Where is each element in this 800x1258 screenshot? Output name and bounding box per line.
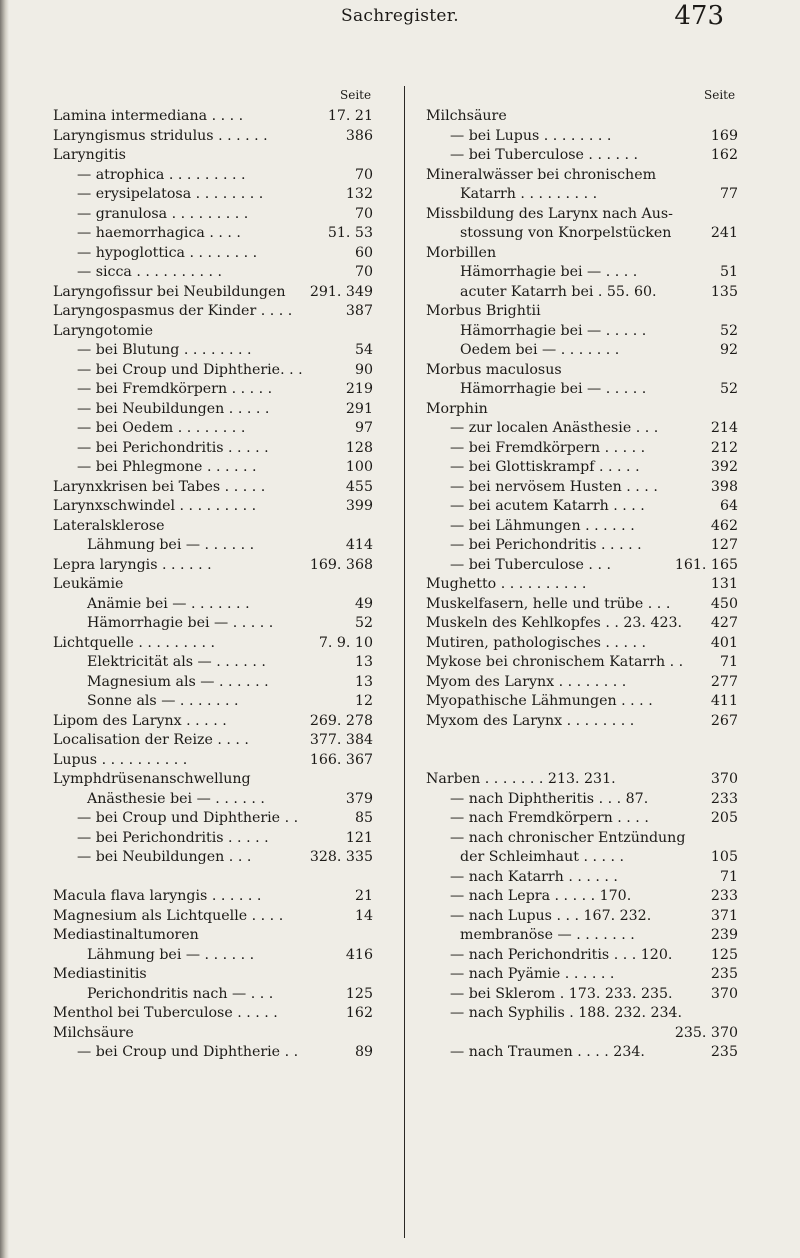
index-term: — bei Sklerom . 173. 233. 235.	[450, 985, 673, 1002]
index-term: stossung von Knorpelstücken	[460, 225, 672, 241]
index-term: Morbillen	[426, 244, 497, 261]
page-reference: 370	[709, 985, 738, 1005]
index-term: — atrophica . . . . . . . . .	[77, 166, 246, 183]
index-term: Morphin	[426, 400, 488, 417]
page-reference: 392	[709, 458, 738, 478]
index-term: — bei Perichondritis . . . . .	[77, 829, 269, 846]
index-entry	[426, 400, 738, 420]
blank-line	[426, 731, 738, 751]
page-reference: 239	[709, 926, 738, 946]
index-entry	[426, 146, 738, 166]
index-entry	[53, 263, 373, 283]
page-reference: 21	[353, 887, 373, 907]
index-term: — sicca . . . . . . . . . .	[77, 264, 223, 280]
index-entry	[426, 341, 738, 361]
column-header-spacer	[426, 88, 738, 107]
index-entry	[53, 575, 373, 595]
page-reference: 52	[718, 380, 738, 400]
index-term: — bei Oedem . . . . . . . .	[77, 420, 246, 436]
index-entry	[426, 302, 738, 322]
index-entry	[426, 224, 738, 244]
page-reference: 85	[353, 809, 373, 829]
index-entry	[53, 185, 373, 205]
index-entry	[426, 439, 738, 459]
index-term: Hämorrhagie bei — . . . . .	[87, 615, 274, 631]
page-reference: 277	[709, 673, 738, 693]
index-term: — bei Neubildungen . . . . .	[77, 400, 270, 417]
index-term: — bei Croup und Diphtherie . .	[77, 1044, 299, 1060]
index-entry	[426, 614, 738, 634]
index-entry	[53, 458, 373, 478]
page-reference: 267	[709, 712, 738, 732]
index-entry	[426, 965, 738, 985]
index-entry	[53, 341, 373, 361]
index-term: — nach Fremdkörpern . . . .	[450, 810, 649, 826]
index-entry	[53, 556, 373, 576]
page-reference: 52	[718, 322, 738, 342]
index-term: — erysipelatosa . . . . . . . .	[77, 186, 264, 202]
index-term: — bei Neubildungen . . .	[77, 849, 252, 865]
index-term: Perichondritis nach — . . .	[87, 985, 274, 1002]
seite-label-right: Seite	[704, 88, 736, 102]
index-term: Muskelfasern, helle und trübe . . .	[426, 595, 671, 612]
page-reference: 399	[344, 497, 373, 517]
index-term: — nach Lepra . . . . . 170.	[450, 888, 632, 904]
page-binding-edge	[0, 0, 9, 1258]
page-reference: 121	[344, 829, 373, 849]
index-entry	[53, 790, 373, 810]
page-reference: 97	[353, 419, 373, 439]
page-reference: 212	[709, 439, 738, 459]
index-term: — bei Phlegmone . . . . . .	[77, 459, 257, 475]
page-reference: 71	[718, 653, 738, 673]
index-entry	[426, 712, 738, 732]
index-term: — bei Croup und Diphtherie . .	[77, 810, 299, 826]
index-entry	[53, 205, 373, 225]
page-reference: 462	[709, 517, 738, 537]
index-entry	[53, 614, 373, 634]
index-term: — nach Perichondritis . . . 120.	[450, 946, 673, 963]
page-reference: 125	[709, 946, 738, 966]
index-term: — bei Fremdkörpern . . . . .	[450, 439, 646, 456]
index-entry	[53, 361, 373, 381]
blank-line	[53, 868, 373, 888]
index-entry	[53, 595, 373, 615]
page-reference: 7. 9. 10	[317, 634, 373, 654]
page-reference: 100	[344, 458, 373, 478]
index-term: Lamina intermediana . . . .	[53, 108, 244, 124]
index-term: Milchsäure	[53, 1024, 134, 1041]
index-term: Muskeln des Kehlkopfes . . 23. 423.	[426, 615, 683, 631]
page-reference: 89	[353, 1043, 373, 1063]
index-term: der Schleimhaut . . . . .	[460, 849, 625, 865]
index-term: Milchsäure	[426, 108, 507, 124]
page-reference: 205	[709, 809, 738, 829]
page-reference: 90	[353, 361, 373, 381]
index-term: Lähmung bei — . . . . . .	[87, 946, 255, 963]
index-term: — nach chronischer Entzündung	[450, 829, 686, 846]
index-term: membranöse — . . . . . . .	[460, 927, 635, 943]
page-reference: 328. 335	[308, 848, 373, 868]
index-entry	[426, 770, 738, 790]
index-term: Mediastinitis	[53, 966, 147, 982]
index-entry	[53, 146, 373, 166]
index-entry	[426, 790, 738, 810]
index-term: — granulosa . . . . . . . . .	[77, 205, 249, 222]
page-reference: 235	[709, 1043, 738, 1063]
index-term: — bei Tuberculose . . .	[450, 556, 611, 573]
page-reference: 371	[709, 907, 738, 927]
page-reference: 398	[709, 478, 738, 498]
page-reference: 131	[709, 575, 738, 595]
page-reference: 105	[709, 848, 738, 868]
index-entry	[426, 653, 738, 673]
page-reference: 13	[353, 673, 373, 693]
index-entry	[426, 497, 738, 517]
page-reference: 51. 53	[326, 224, 373, 244]
index-entry	[426, 556, 738, 576]
page-reference: 455	[344, 478, 373, 498]
index-term: Laryngitis	[53, 147, 126, 163]
index-term: Mughetto . . . . . . . . . .	[426, 576, 587, 592]
column-header-spacer	[53, 88, 373, 107]
index-entry	[426, 907, 738, 927]
index-entry	[53, 829, 373, 849]
index-entry	[53, 380, 373, 400]
index-term: — bei Blutung . . . . . . . .	[77, 342, 252, 358]
page-reference: 52	[353, 614, 373, 634]
page-reference: 377. 384	[308, 731, 373, 751]
index-term: Morbus Brightii	[426, 303, 541, 319]
column-divider	[404, 86, 405, 1238]
page-reference: 450	[709, 595, 738, 615]
index-entry	[53, 127, 373, 147]
index-entry	[426, 829, 738, 849]
index-entry	[426, 887, 738, 907]
page-reference: 71	[718, 868, 738, 888]
index-entry	[426, 517, 738, 537]
page-reference: 51	[718, 263, 738, 283]
blank-line	[426, 751, 738, 771]
index-term: Magnesium als — . . . . . .	[87, 673, 269, 690]
index-entry	[53, 673, 373, 693]
index-entry	[53, 770, 373, 790]
page-reference: 128	[344, 439, 373, 459]
index-entry	[53, 107, 373, 127]
index-term: Katarrh . . . . . . . . .	[460, 186, 598, 202]
index-entry	[426, 692, 738, 712]
index-column-right	[426, 88, 738, 1063]
page-reference: 370	[709, 770, 738, 790]
index-term: Myom des Larynx . . . . . . . .	[426, 673, 627, 690]
page-reference: 235	[709, 965, 738, 985]
index-entry	[426, 244, 738, 264]
index-entry	[426, 1024, 738, 1044]
page-reference: 291	[344, 400, 373, 420]
index-entry	[426, 634, 738, 654]
index-entry	[53, 751, 373, 771]
index-term: Localisation der Reize . . . .	[53, 732, 249, 748]
index-term: Missbildung des Larynx nach Aus-	[426, 205, 673, 222]
index-entry	[426, 536, 738, 556]
page-reference: 14	[353, 907, 373, 927]
page-reference: 135	[709, 283, 738, 303]
running-head-title: Sachregister.	[341, 6, 459, 26]
seite-label-left: Seite	[340, 88, 372, 102]
index-term: — bei Glottiskrampf . . . . .	[450, 459, 640, 475]
page-number: 473	[674, 1, 724, 31]
index-term: Hämorrhagie bei — . . . . .	[460, 381, 647, 397]
index-entry	[53, 322, 373, 342]
index-term: Larynxschwindel . . . . . . . . .	[53, 498, 257, 514]
index-term: — nach Diphtheritis . . . 87.	[450, 790, 649, 807]
page-reference: 70	[353, 263, 373, 283]
index-term: Lymphdrüsenanschwellung	[53, 771, 251, 787]
index-entry	[426, 322, 738, 342]
page-reference: 162	[344, 1004, 373, 1024]
page-reference: 427	[709, 614, 738, 634]
page-reference: 60	[353, 244, 373, 264]
index-term: — bei acutem Katarrh . . . .	[450, 498, 645, 514]
index-entry	[426, 107, 738, 127]
page-reference: 125	[344, 985, 373, 1005]
index-term: Myopathische Lähmungen . . . .	[426, 693, 653, 709]
page-reference: 54	[353, 341, 373, 361]
index-term: Lepra laryngis . . . . . .	[53, 556, 212, 573]
index-entry	[426, 1043, 738, 1063]
page-reference: 169. 368	[308, 556, 373, 576]
index-term: Menthol bei Tuberculose . . . . .	[53, 1005, 278, 1021]
index-entry	[53, 1024, 373, 1044]
index-entry	[53, 887, 373, 907]
index-term: Anästhesie bei — . . . . . .	[87, 790, 265, 807]
index-entry	[53, 634, 373, 654]
index-entry	[53, 283, 373, 303]
index-entry	[53, 907, 373, 927]
index-term: Larynxkrisen bei Tabes . . . . .	[53, 478, 266, 495]
index-term: — haemorrhagica . . . .	[77, 225, 241, 241]
index-term: — nach Syphilis . 188. 232. 234.	[450, 1005, 683, 1021]
index-entry	[426, 283, 738, 303]
page-reference: 379	[344, 790, 373, 810]
index-entry	[53, 478, 373, 498]
page-reference: 92	[718, 341, 738, 361]
index-entry	[426, 380, 738, 400]
index-entry	[53, 244, 373, 264]
index-entry	[426, 673, 738, 693]
page-reference: 132	[344, 185, 373, 205]
index-term: Macula flava laryngis . . . . . .	[53, 888, 262, 904]
page-reference: 233	[709, 887, 738, 907]
index-term: Leukämie	[53, 576, 124, 592]
index-entry	[53, 926, 373, 946]
index-term: Mediastinaltumoren	[53, 927, 199, 943]
index-entry	[426, 419, 738, 439]
index-term: Laryngotomie	[53, 322, 154, 339]
page-reference: 17. 21	[326, 107, 373, 127]
index-term: Mykose bei chronischem Katarrh . .	[426, 654, 684, 670]
index-column-left	[53, 88, 373, 1063]
index-term: — nach Traumen . . . . 234.	[450, 1044, 645, 1060]
index-entry	[53, 809, 373, 829]
index-term: — bei Lähmungen . . . . . .	[450, 517, 635, 534]
index-term: Oedem bei — . . . . . . .	[460, 342, 620, 358]
index-entry	[53, 985, 373, 1005]
page-reference: 77	[718, 185, 738, 205]
index-entry	[53, 965, 373, 985]
index-term: Lupus . . . . . . . . . .	[53, 751, 188, 768]
index-term: Hämorrhagie bei — . . . .	[460, 264, 638, 280]
index-entry	[53, 166, 373, 186]
index-entry	[426, 478, 738, 498]
page-reference: 416	[344, 946, 373, 966]
page-reference: 411	[709, 692, 738, 712]
index-term: — bei Perichondritis . . . . .	[77, 439, 269, 456]
page-reference: 70	[353, 166, 373, 186]
page-reference: 12	[353, 692, 373, 712]
index-entry	[53, 517, 373, 537]
index-term: Lipom des Larynx . . . . .	[53, 712, 227, 729]
page-reference: 386	[344, 127, 373, 147]
index-term: — bei Lupus . . . . . . . .	[450, 127, 612, 144]
index-term: — nach Katarrh . . . . . .	[450, 868, 618, 885]
index-entry	[426, 575, 738, 595]
index-entry	[426, 946, 738, 966]
index-entry	[426, 185, 738, 205]
index-entry	[53, 712, 373, 732]
index-entry	[53, 419, 373, 439]
index-term: Narben . . . . . . . 213. 231.	[426, 771, 616, 787]
index-term: Morbus maculosus	[426, 361, 562, 378]
page-reference: 219	[344, 380, 373, 400]
page-reference: 70	[353, 205, 373, 225]
index-term: — bei Tuberculose . . . . . .	[450, 147, 639, 163]
index-term: Anämie bei — . . . . . . .	[87, 595, 250, 612]
page-reference: 49	[353, 595, 373, 615]
page-reference: 169	[709, 127, 738, 147]
page-reference: 269. 278	[308, 712, 373, 732]
index-term: Myxom des Larynx . . . . . . . .	[426, 712, 635, 729]
index-entry	[426, 205, 738, 225]
index-entry	[426, 1004, 738, 1024]
index-entry	[426, 809, 738, 829]
index-entry	[53, 439, 373, 459]
index-term: Laryngismus stridulus . . . . . .	[53, 127, 268, 144]
index-term: — bei Fremdkörpern . . . . .	[77, 381, 273, 397]
index-entry	[53, 946, 373, 966]
index-entry	[426, 848, 738, 868]
index-entry	[426, 985, 738, 1005]
index-term: — nach Lupus . . . 167. 232.	[450, 907, 652, 924]
page-reference: 166. 367	[308, 751, 373, 771]
index-term: Mineralwässer bei chronischem	[426, 166, 657, 183]
index-term: Lähmung bei — . . . . . .	[87, 537, 255, 553]
page-reference: 162	[709, 146, 738, 166]
index-entry	[426, 166, 738, 186]
page-reference: 241	[709, 224, 738, 244]
index-entry	[53, 1004, 373, 1024]
index-term: Laryngofissur bei Neubildungen	[53, 283, 286, 300]
page-reference: 233	[709, 790, 738, 810]
index-term: — nach Pyämie . . . . . .	[450, 966, 615, 982]
index-entry	[426, 127, 738, 147]
index-entry	[53, 536, 373, 556]
page-reference: 127	[709, 536, 738, 556]
page-reference: 235. 370	[673, 1024, 738, 1044]
index-term: Sonne als — . . . . . . .	[87, 693, 239, 709]
index-entry	[53, 400, 373, 420]
index-entry	[53, 497, 373, 517]
index-entry	[53, 653, 373, 673]
index-term: Mutiren, pathologisches . . . . .	[426, 634, 646, 651]
index-entry	[53, 692, 373, 712]
index-entry	[53, 731, 373, 751]
index-entry	[53, 302, 373, 322]
index-entry	[426, 926, 738, 946]
index-entry	[53, 848, 373, 868]
index-term: — bei Perichondritis . . . . .	[450, 537, 642, 553]
index-term: — bei nervösem Husten . . . .	[450, 478, 658, 495]
page-reference: 214	[709, 419, 738, 439]
index-entry	[426, 361, 738, 381]
index-entry	[53, 224, 373, 244]
page-reference: 401	[709, 634, 738, 654]
index-entry	[426, 263, 738, 283]
page-reference: 13	[353, 653, 373, 673]
index-term: Hämorrhagie bei — . . . . .	[460, 322, 647, 339]
index-term: Lichtquelle . . . . . . . . .	[53, 634, 216, 651]
index-term: Laryngospasmus der Kinder . . . .	[53, 303, 293, 319]
index-term: — bei Croup und Diphtherie. . .	[77, 361, 303, 378]
index-entry	[426, 458, 738, 478]
page-reference: 414	[344, 536, 373, 556]
index-term: — zur localen Anästhesie . . .	[450, 420, 659, 436]
index-entry	[53, 1043, 373, 1063]
index-entry	[426, 595, 738, 615]
index-term: Lateralsklerose	[53, 517, 165, 534]
page-reference: 291. 349	[308, 283, 373, 303]
index-term: Magnesium als Lichtquelle . . . .	[53, 907, 284, 924]
index-entry	[426, 868, 738, 888]
page-reference: 64	[718, 497, 738, 517]
index-term: — hypoglottica . . . . . . . .	[77, 244, 258, 261]
page-reference: 161. 165	[673, 556, 738, 576]
page-reference: 387	[344, 302, 373, 322]
index-term: acuter Katarrh bei . 55. 60.	[460, 283, 657, 300]
index-term: Elektricität als — . . . . . .	[87, 654, 266, 670]
